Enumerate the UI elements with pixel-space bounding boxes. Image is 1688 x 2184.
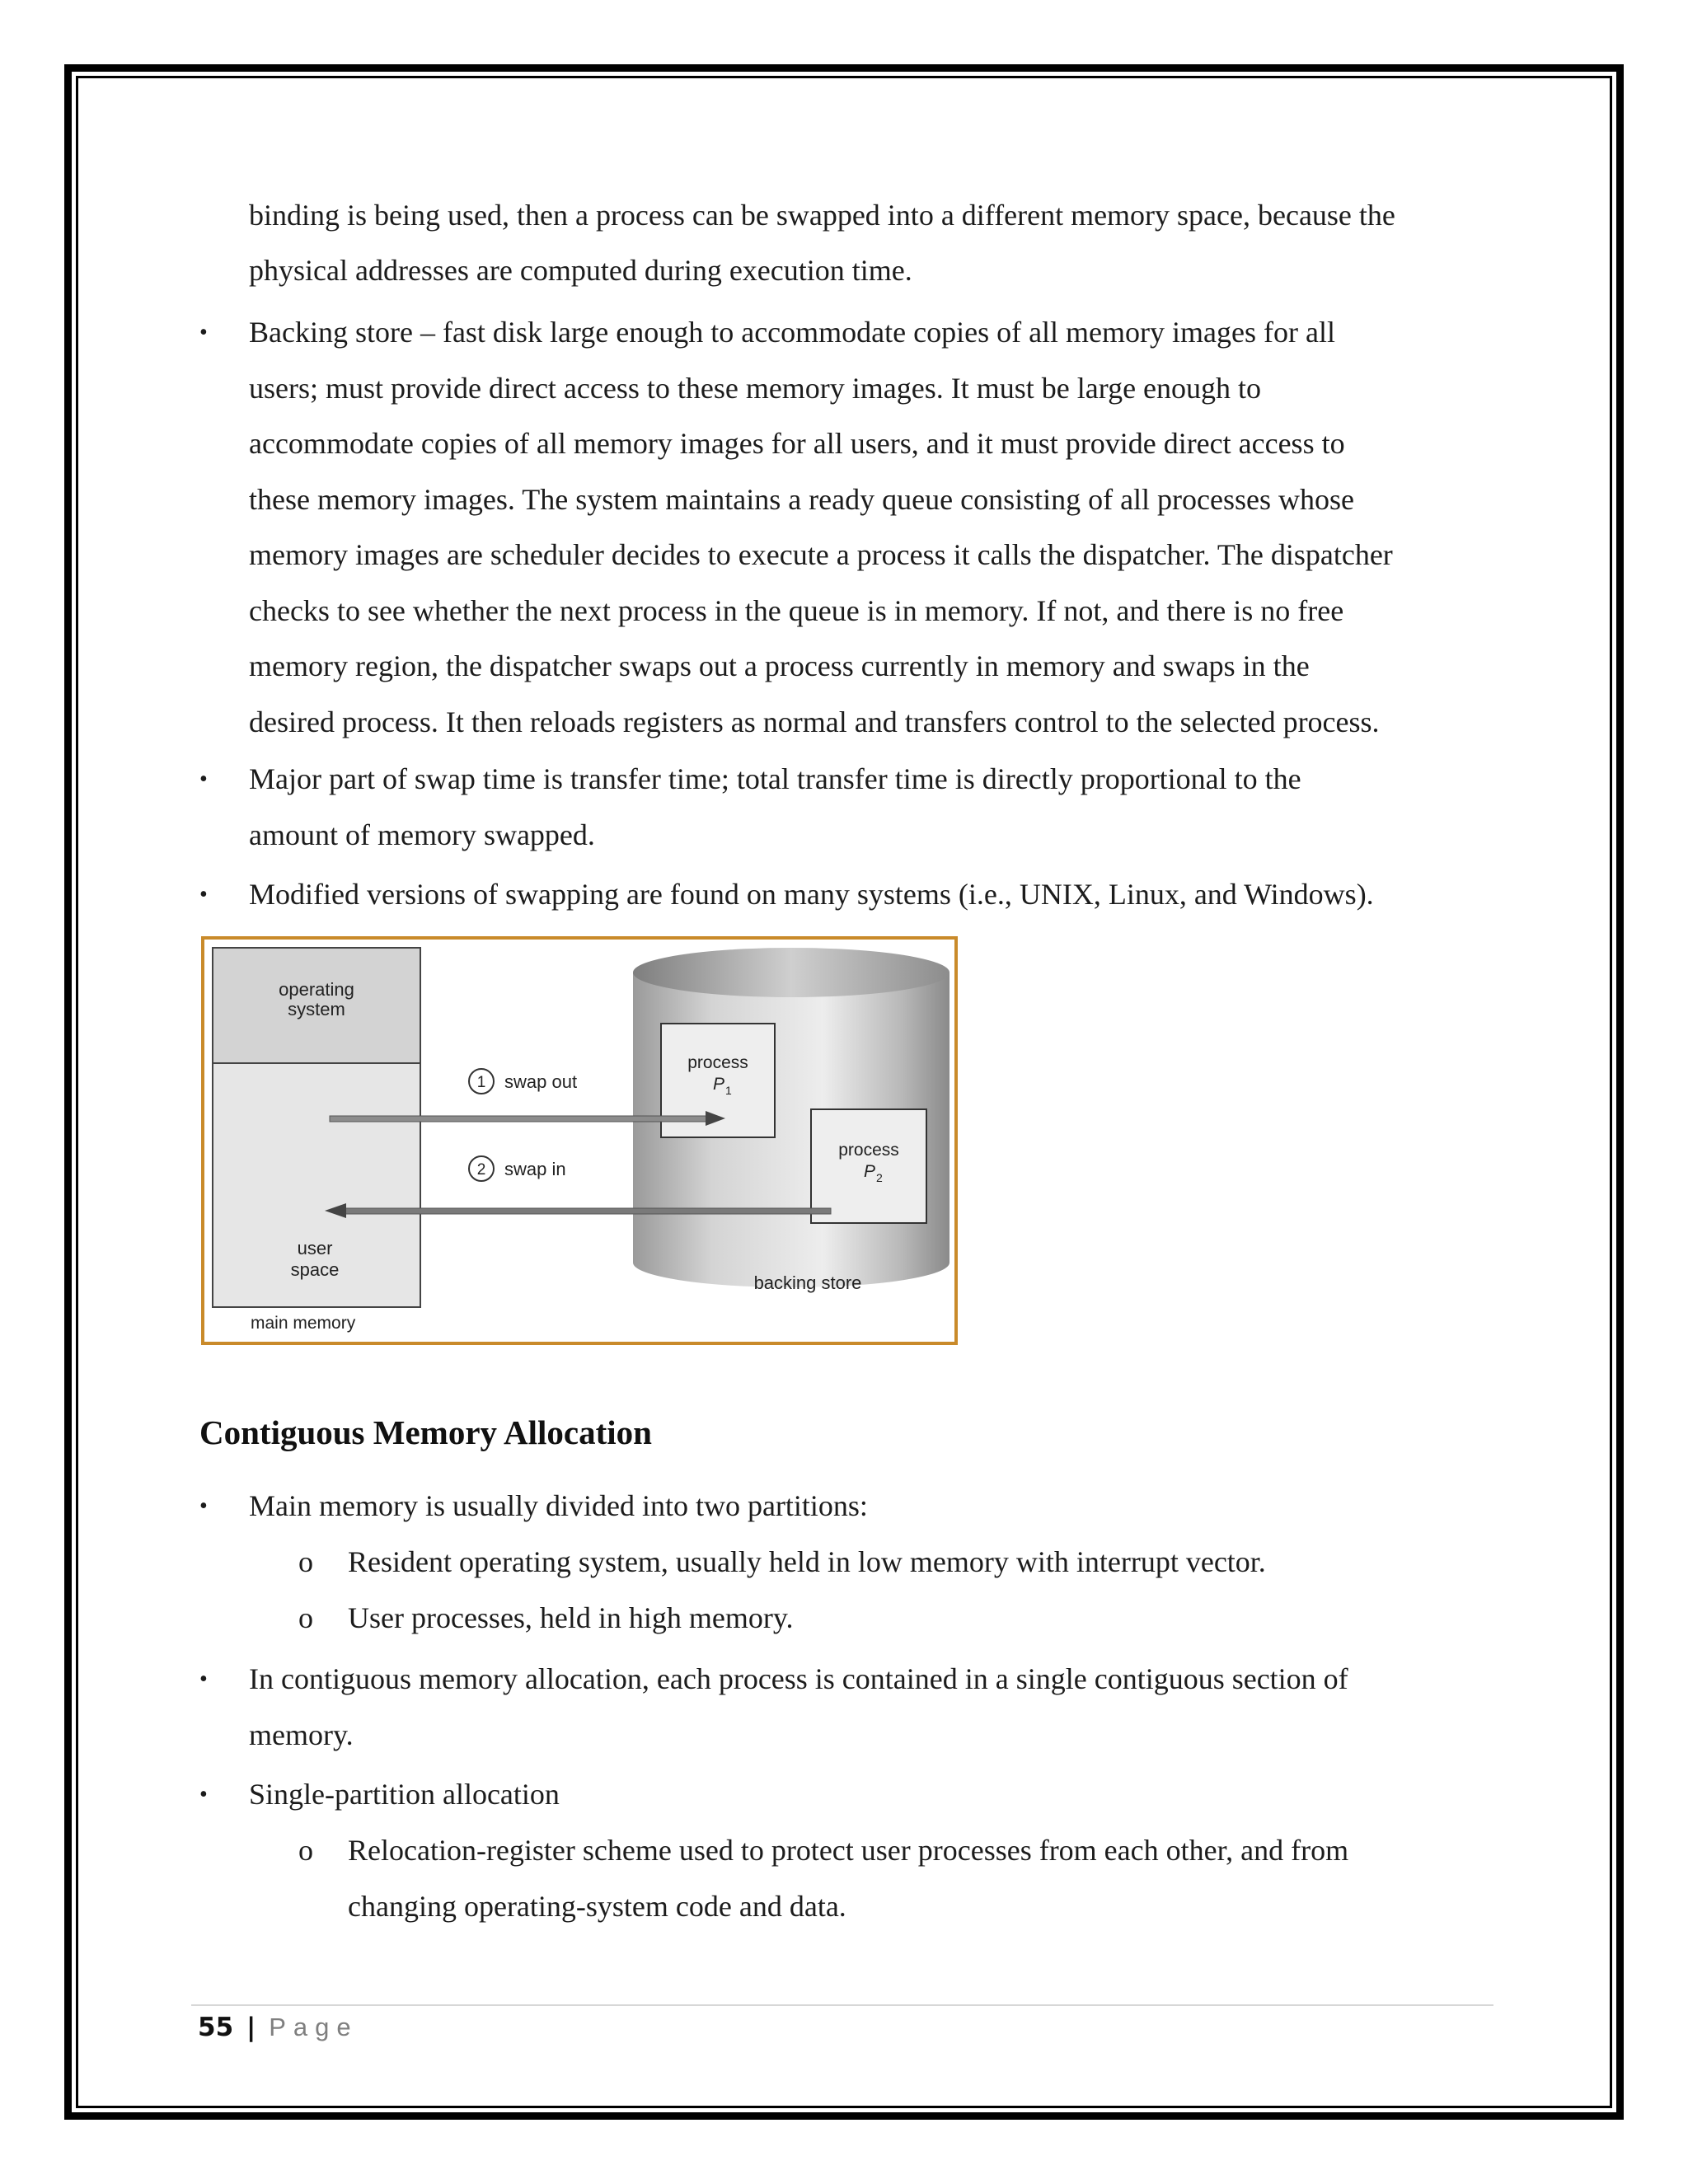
bullet-line: these memory images. The system maintains a ready queue consisting of all processes whose [249, 482, 1354, 516]
process-p2-name: P [864, 1162, 876, 1181]
sub-bullet-marker: o [298, 1834, 313, 1867]
bullet-marker: • [199, 766, 208, 792]
sub-item-line: Resident operating system, usually held in low memory with interrupt vector. [348, 1545, 1266, 1578]
sub-item-user-processes [298, 1591, 1510, 1647]
bullet-line: Single-partition allocation [249, 1778, 560, 1811]
bullet-item-partitions [199, 1479, 1510, 1535]
bullet-line: memory images are scheduler decides to execute a process it calls the dispatcher. The dispatcher [249, 538, 1393, 571]
bullet-line: checks to see whether the next process in the queue is in memory. If not, and there is no free [249, 593, 1344, 627]
cylinder-top [633, 948, 950, 997]
page-number: 55 [198, 2013, 234, 2042]
swapping-diagram-svg [209, 944, 950, 1337]
paragraph-line: binding is being used, then a process can be swapped into a different memory space, because the [249, 199, 1395, 232]
sub-item-resident-os [298, 1535, 1510, 1591]
process-p2-label: process [838, 1141, 899, 1160]
bullet-line: Main memory is usually divided into two partitions: [249, 1489, 868, 1522]
user-label-1: user [297, 1238, 333, 1258]
bullet-line: users; must provide direct access to these memory images. It must be large enough to [249, 371, 1262, 405]
bullet-item-contiguous [199, 1652, 1510, 1763]
page-word: Page [269, 2013, 359, 2041]
sub-item-line: Relocation-register scheme used to protect user processes from each other, and from [348, 1834, 1349, 1867]
bullet-marker: • [199, 1493, 208, 1519]
os-label-1: operating [279, 979, 354, 1000]
section-heading: Contiguous Memory Allocation [199, 1413, 652, 1451]
bullet-marker: • [199, 1782, 208, 1807]
swapping-diagram [201, 936, 958, 1345]
main-memory-label: main memory [251, 1314, 356, 1333]
bullet-line: accommodate copies of all memory images for all users, and it must provide direct access to [249, 427, 1345, 460]
bullet-line: Major part of swap time is transfer time; total transfer time is directly proportional to the [249, 762, 1301, 795]
bullet-marker: • [199, 320, 208, 345]
swap-out-label: swap out [504, 1071, 578, 1092]
footer-divider [191, 2004, 1493, 2006]
bullet-line: desired process. It then reloads registers as normal and transfers control to the selected process. [249, 705, 1380, 738]
user-label-2: space [290, 1259, 340, 1280]
bullet-marker: • [199, 882, 208, 907]
step-2-number: 2 [476, 1161, 486, 1179]
bullet-line: Modified versions of swapping are found on many systems (i.e., UNIX, Linux, and Windows). [249, 878, 1374, 911]
sub-item-line: User processes, held in high memory. [348, 1601, 794, 1634]
process-p1-label: process [687, 1053, 748, 1072]
paragraph-line: physical addresses are computed during execution time. [249, 254, 912, 287]
swap-out-arrow-shaft [330, 1116, 709, 1122]
process-p1-subscript: 1 [725, 1084, 732, 1097]
bullet-item-swap-time [199, 752, 1510, 863]
bullet-line: amount of memory swapped. [249, 818, 595, 851]
bullet-line: memory. [249, 1718, 354, 1751]
process-p2-subscript: 2 [876, 1171, 883, 1184]
swap-in-label: swap in [504, 1159, 566, 1179]
backing-store-label: backing store [753, 1272, 862, 1293]
process-p1-name: P [713, 1075, 725, 1094]
bullet-item-backing-store [199, 305, 1510, 750]
bullet-item-single-partition [199, 1767, 1510, 1823]
sub-bullet-marker: o [298, 1545, 313, 1578]
sub-item-line: changing operating-system code and data. [348, 1889, 846, 1923]
sub-bullet-marker: o [298, 1601, 313, 1634]
bullet-marker: • [199, 1666, 208, 1692]
bullet-line: memory region, the dispatcher swaps out a process currently in memory and swaps in the [249, 649, 1310, 682]
bullet-line: Backing store – fast disk large enough to accommodate copies of all memory images for all [249, 316, 1335, 349]
bullet-item-modified-versions [199, 867, 1510, 923]
step-1-number: 1 [476, 1074, 486, 1091]
bullet-line: In contiguous memory allocation, each process is contained in a single contiguous section of [249, 1662, 1348, 1695]
sub-item-relocation-register [298, 1823, 1510, 1934]
page-footer [198, 2011, 359, 2044]
footer-separator: | [246, 2013, 256, 2042]
os-label-2: system [288, 999, 345, 1019]
swap-in-arrow-shaft [343, 1208, 831, 1214]
